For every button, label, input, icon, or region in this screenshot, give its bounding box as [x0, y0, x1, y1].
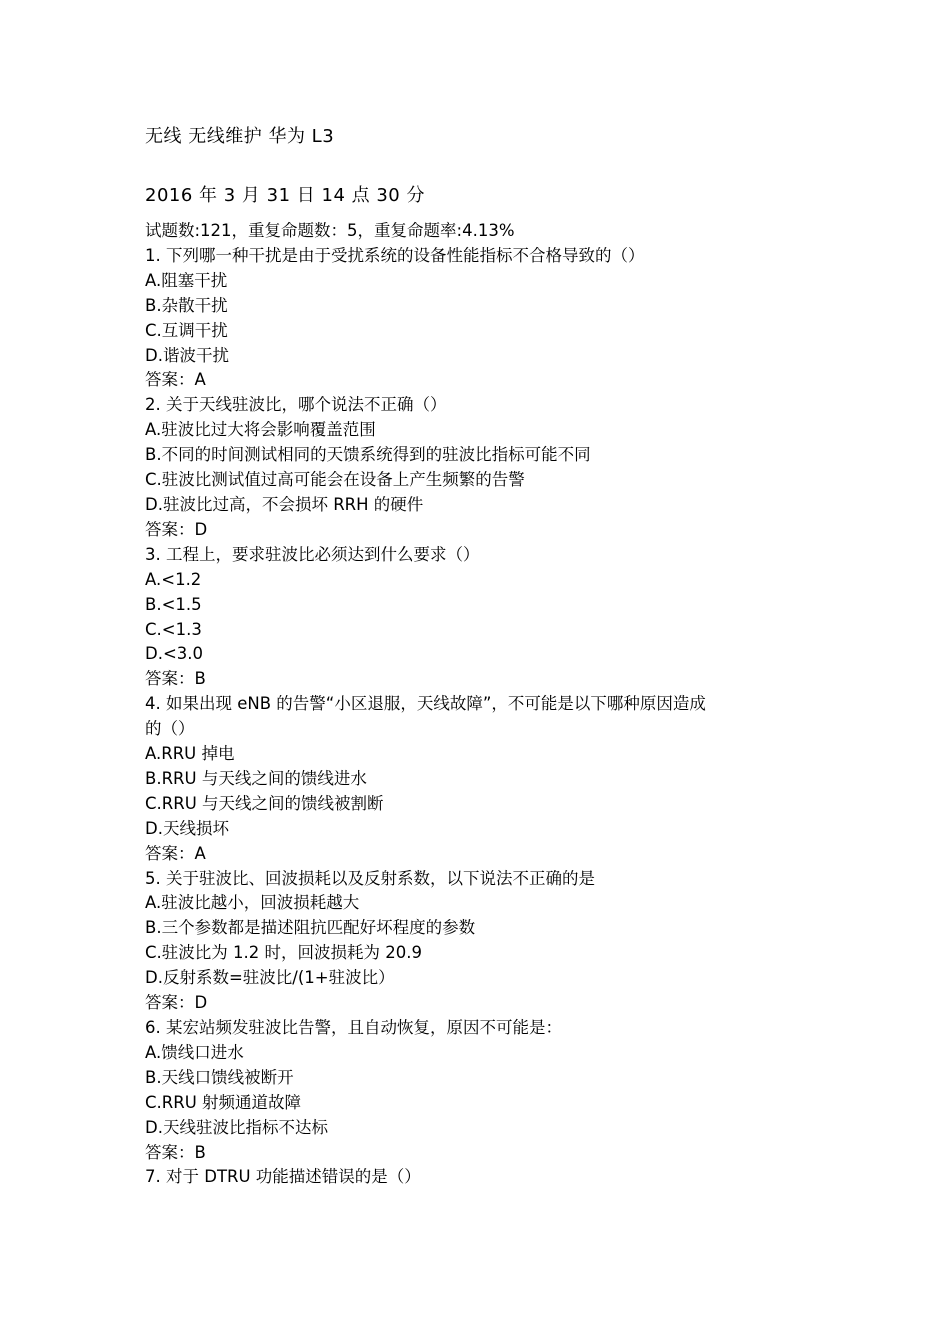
option-c: C.互调干扰 [145, 320, 228, 340]
option-a: A.驻波比越小，回波损耗越大 [145, 893, 360, 913]
document-body [145, 219, 815, 1190]
option-b: B.RRU 与天线之间的馈线进水 [145, 768, 367, 788]
document-title: 无线 无线维护 华为 L3 [145, 126, 335, 147]
question-text: 2. 关于天线驻波比，哪个说法不正确（） [145, 395, 447, 415]
option-c: C.RRU 与天线之间的馈线被割断 [145, 793, 384, 813]
question-text: 7. 对于 DTRU 功能描述错误的是（） [145, 1167, 421, 1187]
option-b: B.三个参数都是描述阻抗匹配好坏程度的参数 [145, 918, 476, 938]
option-d: D.谐波干扰 [145, 345, 229, 365]
answer: 答案：A [145, 843, 206, 863]
option-d: D.<3.0 [145, 644, 204, 664]
answer: 答案：D [145, 519, 208, 539]
option-a: A.馈线口进水 [145, 1042, 244, 1062]
question-text: 6. 某宏站频发驻波比告警，且自动恢复，原因不可能是： [145, 1018, 562, 1037]
option-c: C.RRU 射频通道故障 [145, 1092, 302, 1112]
question-text-continued: 的（） [145, 719, 195, 739]
answer: 答案：D [145, 993, 208, 1013]
question-text: 4. 如果出现 eNB 的告警“小区退服，天线故障”，不可能是以下哪种原因造成 [145, 694, 706, 714]
option-c: C.驻波比测试值过高可能会在设备上产生频繁的告警 [145, 470, 525, 490]
option-c: C.驻波比为 1.2 时，回波损耗为 20.9 [145, 943, 422, 963]
option-d: D.天线驻波比指标不达标 [145, 1117, 328, 1137]
option-d: D.天线损坏 [145, 818, 229, 838]
document-date: 2016 年 3 月 31 日 14 点 30 分 [145, 185, 425, 206]
answer: 答案：B [145, 1142, 206, 1162]
option-a: A.阻塞干扰 [145, 270, 228, 290]
option-c: C.<1.3 [145, 619, 202, 639]
answer: 答案：A [145, 370, 206, 390]
option-b: B.<1.5 [145, 594, 202, 614]
option-a: A.驻波比过大将会影响覆盖范围 [145, 420, 376, 440]
question-text: 3. 工程上，要求驻波比必须达到什么要求（） [145, 544, 480, 564]
option-b: B.杂散干扰 [145, 295, 228, 315]
option-a: A.RRU 掉电 [145, 744, 235, 764]
question-text: 5. 关于驻波比、回波损耗以及反射系数，以下说法不正确的是 [145, 868, 595, 888]
question-text: 1. 下列哪一种干扰是由于受扰系统的设备性能指标不合格导致的（） [145, 245, 645, 265]
option-d: D.反射系数=驻波比/(1+驻波比） [145, 968, 395, 988]
option-a: A.<1.2 [145, 569, 202, 589]
answer: 答案：B [145, 669, 206, 689]
option-d: D.驻波比过高，不会损坏 RRH 的硬件 [145, 494, 424, 514]
question-stats: 试题数:121，重复命题数：5，重复命题率:4.13% [145, 221, 515, 240]
option-b: B.不同的时间测试相同的天馈系统得到的驻波比指标可能不同 [145, 445, 591, 465]
option-b: B.天线口馈线被断开 [145, 1067, 294, 1087]
